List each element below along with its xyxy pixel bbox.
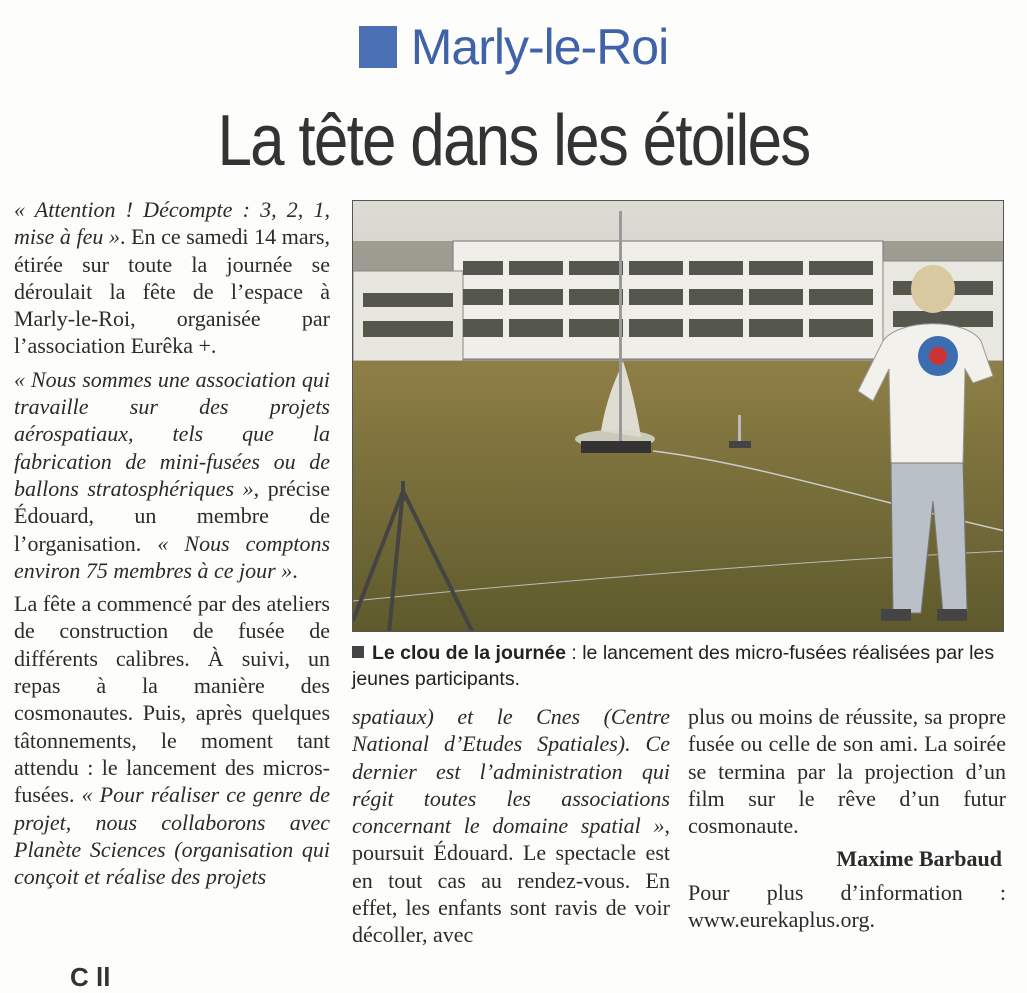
headline: La tête dans les étoiles [217,101,810,181]
caption-bold: Le clou de la journée [372,642,566,664]
col2-text: , poursuit Édouard. Le spectacle est en tout cas au rendez-vous. En effet, les enfants sont ravis de voir décoller, avec [352,813,670,948]
next-article-fragment: C ll [70,962,111,992]
article-photo [352,200,1004,632]
col2-paragraph [352,703,670,949]
paragraph-3 [14,590,330,890]
col2-quote: spatiaux) et le Cnes (Centre National d’Etudes Spatiales). Ce dernier est l’administration qui régit toutes les associations concernant le domaine spatial » [352,704,670,839]
p2-quote: « Nous sommes une association qui travaille sur des projets aérospatiaux, tels que la fabrication de mini-fusées ou de ballons stratosphériques » [14,366,330,501]
caption-text: : le lancement des micro-fusées réalisées par les jeunes participants. [352,642,995,690]
section-kicker [0,18,1027,76]
info-line: Pour plus d’information : www.eurekaplus.org. [688,879,1006,933]
paragraph-1 [14,196,330,360]
column-1 [14,196,330,896]
p3-quote: « Pour réaliser ce genre de projet, nous collaborons avec Planète Sciences (organisation qui conçoit et réalise des projets [14,782,330,890]
p2-text: , précise Édouard, un membre de l’organisation. [14,475,330,556]
p2-end: . [292,557,298,583]
rocket-launch-photo-icon [353,201,1004,632]
caption-square-icon [352,646,364,658]
p3-text: La fête a commencé par des ateliers de construction de fusée de différents calibres. À suivi, un repas à la manière des cosmonautes. Puis, après quelques tâtonnements, le moment tant attendu : le lancement des micros-fusées. [14,591,330,808]
p2-quote2: « Nous comptons environ 75 membres à ce jour » [14,530,330,583]
col3-paragraph: plus ou moins de réussite, sa propre fusée ou celle de son ami. La soirée se termina par la projection d’un film sur le rêve d’un futur cosmonaute. [688,704,1006,839]
paragraph-2 [14,366,330,584]
p1-text: . En ce samedi 14 mars, étirée sur toute la journée se déroulait la fête de l’espace à Marly-le-Roi, organisée par l’association Eurêka +. [14,224,330,359]
author-name: Maxime Barbaud [836,846,1002,872]
column-3 [688,703,1006,939]
photo-caption [352,640,1012,692]
kicker-text: Marly-le-Roi [410,19,669,75]
column-2 [352,703,670,955]
kicker-square-icon [359,26,397,68]
p1-quote: « Attention ! Décompte : 3, 2, 1, mise à feu » [14,197,330,250]
